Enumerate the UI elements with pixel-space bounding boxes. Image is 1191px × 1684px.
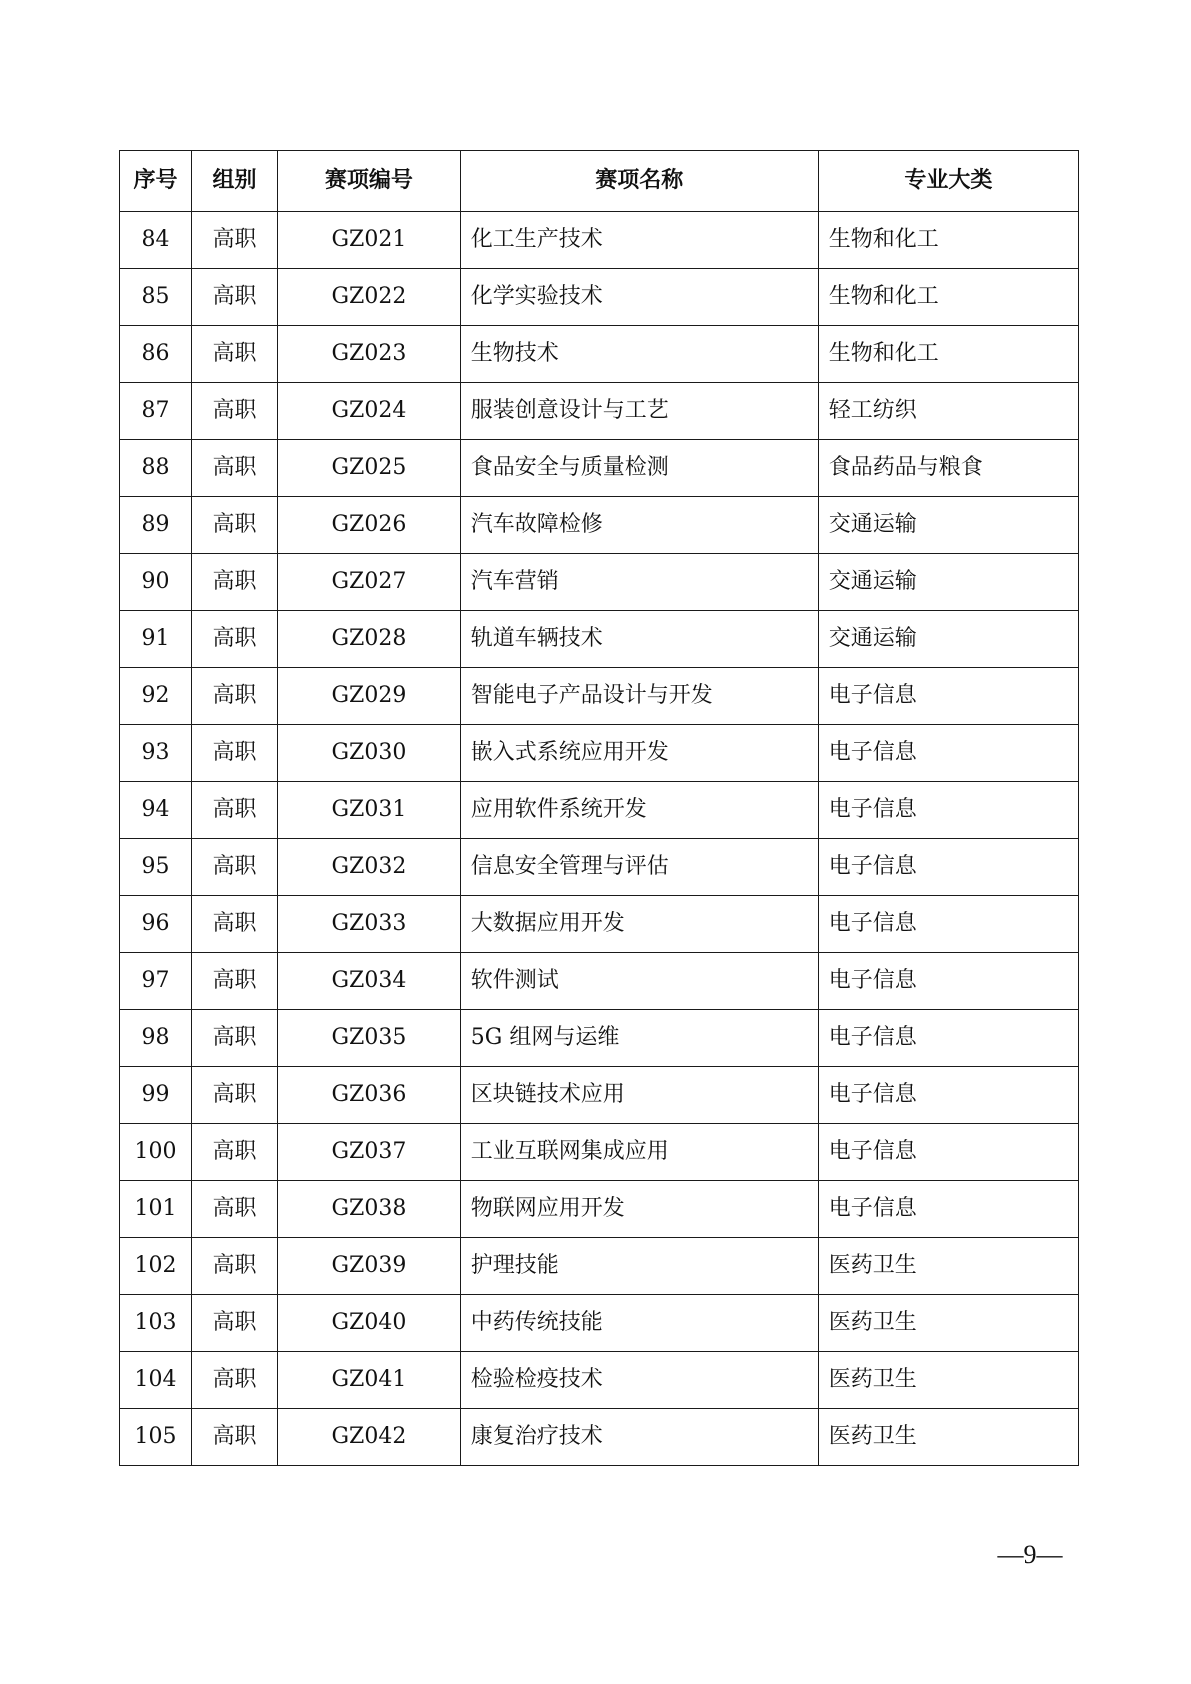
- table-row: [120, 326, 1079, 383]
- cell-group: 高职: [192, 725, 278, 782]
- table-row: [120, 1067, 1079, 1124]
- cell-num: 92: [120, 668, 192, 725]
- cell-group: 高职: [192, 1124, 278, 1181]
- table-row: [120, 953, 1079, 1010]
- cell-code: GZ023: [278, 326, 461, 383]
- table-row: [120, 782, 1079, 839]
- cell-group: 高职: [192, 1295, 278, 1352]
- cell-category: 电子信息: [818, 1124, 1078, 1181]
- cell-code: GZ021: [278, 212, 461, 269]
- cell-name: 轨道车辆技术: [460, 611, 818, 668]
- cell-category: 医药卫生: [818, 1409, 1078, 1466]
- table-header: [120, 151, 1079, 212]
- cell-num: 104: [120, 1352, 192, 1409]
- cell-num: 98: [120, 1010, 192, 1067]
- table-row: [120, 440, 1079, 497]
- cell-code: GZ039: [278, 1238, 461, 1295]
- cell-name: 检验检疫技术: [460, 1352, 818, 1409]
- cell-category: 电子信息: [818, 1181, 1078, 1238]
- cell-num: 84: [120, 212, 192, 269]
- cell-code: GZ026: [278, 497, 461, 554]
- table-row: [120, 1124, 1079, 1181]
- cell-category: 电子信息: [818, 782, 1078, 839]
- cell-category: 交通运输: [818, 497, 1078, 554]
- cell-group: 高职: [192, 1067, 278, 1124]
- table-row: [120, 383, 1079, 440]
- cell-num: 89: [120, 497, 192, 554]
- header-code: 赛项编号: [278, 151, 461, 212]
- cell-name: 工业互联网集成应用: [460, 1124, 818, 1181]
- cell-category: 电子信息: [818, 839, 1078, 896]
- cell-group: 高职: [192, 326, 278, 383]
- competition-table: [119, 150, 1079, 1466]
- cell-num: 90: [120, 554, 192, 611]
- table-row: [120, 1181, 1079, 1238]
- cell-code: GZ035: [278, 1010, 461, 1067]
- cell-group: 高职: [192, 1352, 278, 1409]
- cell-group: 高职: [192, 1238, 278, 1295]
- cell-category: 电子信息: [818, 668, 1078, 725]
- cell-name: 服装创意设计与工艺: [460, 383, 818, 440]
- cell-num: 99: [120, 1067, 192, 1124]
- cell-name: 信息安全管理与评估: [460, 839, 818, 896]
- cell-num: 93: [120, 725, 192, 782]
- table-row: [120, 668, 1079, 725]
- cell-code: GZ025: [278, 440, 461, 497]
- cell-name: 中药传统技能: [460, 1295, 818, 1352]
- cell-name: 5G 组网与运维: [460, 1010, 818, 1067]
- cell-name: 康复治疗技术: [460, 1409, 818, 1466]
- cell-code: GZ031: [278, 782, 461, 839]
- cell-category: 电子信息: [818, 725, 1078, 782]
- table-row: [120, 269, 1079, 326]
- cell-category: 交通运输: [818, 611, 1078, 668]
- cell-group: 高职: [192, 611, 278, 668]
- cell-code: GZ042: [278, 1409, 461, 1466]
- cell-category: 食品药品与粮食: [818, 440, 1078, 497]
- cell-group: 高职: [192, 1181, 278, 1238]
- header-group: 组别: [192, 151, 278, 212]
- cell-name: 嵌入式系统应用开发: [460, 725, 818, 782]
- cell-num: 87: [120, 383, 192, 440]
- cell-num: 85: [120, 269, 192, 326]
- cell-name: 食品安全与质量检测: [460, 440, 818, 497]
- cell-group: 高职: [192, 212, 278, 269]
- cell-code: GZ024: [278, 383, 461, 440]
- page-number: —9—: [997, 1540, 1063, 1569]
- table-row: [120, 839, 1079, 896]
- table-row: [120, 554, 1079, 611]
- cell-category: 生物和化工: [818, 326, 1078, 383]
- cell-group: 高职: [192, 782, 278, 839]
- cell-code: GZ038: [278, 1181, 461, 1238]
- cell-name: 大数据应用开发: [460, 896, 818, 953]
- cell-name: 汽车营销: [460, 554, 818, 611]
- cell-name: 护理技能: [460, 1238, 818, 1295]
- cell-name: 物联网应用开发: [460, 1181, 818, 1238]
- table-row: [120, 1238, 1079, 1295]
- cell-num: 95: [120, 839, 192, 896]
- cell-category: 轻工纺织: [818, 383, 1078, 440]
- cell-code: GZ032: [278, 839, 461, 896]
- cell-num: 94: [120, 782, 192, 839]
- cell-category: 电子信息: [818, 1067, 1078, 1124]
- cell-num: 105: [120, 1409, 192, 1466]
- cell-code: GZ028: [278, 611, 461, 668]
- cell-name: 生物技术: [460, 326, 818, 383]
- cell-code: GZ037: [278, 1124, 461, 1181]
- cell-category: 电子信息: [818, 896, 1078, 953]
- cell-name: 智能电子产品设计与开发: [460, 668, 818, 725]
- header-name: 赛项名称: [460, 151, 818, 212]
- header-row: [120, 151, 1079, 212]
- cell-category: 医药卫生: [818, 1295, 1078, 1352]
- cell-code: GZ036: [278, 1067, 461, 1124]
- cell-name: 化工生产技术: [460, 212, 818, 269]
- cell-group: 高职: [192, 1010, 278, 1067]
- header-category: 专业大类: [818, 151, 1078, 212]
- cell-num: 86: [120, 326, 192, 383]
- cell-name: 化学实验技术: [460, 269, 818, 326]
- cell-code: GZ034: [278, 953, 461, 1010]
- cell-group: 高职: [192, 383, 278, 440]
- cell-num: 91: [120, 611, 192, 668]
- cell-code: GZ040: [278, 1295, 461, 1352]
- header-num: 序号: [120, 151, 192, 212]
- cell-group: 高职: [192, 269, 278, 326]
- cell-group: 高职: [192, 497, 278, 554]
- cell-code: GZ041: [278, 1352, 461, 1409]
- cell-group: 高职: [192, 896, 278, 953]
- cell-code: GZ027: [278, 554, 461, 611]
- cell-category: 电子信息: [818, 1010, 1078, 1067]
- table-row: [120, 1010, 1079, 1067]
- cell-num: 100: [120, 1124, 192, 1181]
- cell-category: 医药卫生: [818, 1352, 1078, 1409]
- cell-num: 88: [120, 440, 192, 497]
- cell-group: 高职: [192, 1409, 278, 1466]
- cell-category: 生物和化工: [818, 269, 1078, 326]
- cell-code: GZ030: [278, 725, 461, 782]
- cell-num: 103: [120, 1295, 192, 1352]
- table-row: [120, 1295, 1079, 1352]
- cell-group: 高职: [192, 440, 278, 497]
- cell-group: 高职: [192, 839, 278, 896]
- table-row: [120, 611, 1079, 668]
- table-row: [120, 497, 1079, 554]
- cell-category: 生物和化工: [818, 212, 1078, 269]
- cell-num: 96: [120, 896, 192, 953]
- cell-name: 区块链技术应用: [460, 1067, 818, 1124]
- table-row: [120, 212, 1079, 269]
- cell-num: 101: [120, 1181, 192, 1238]
- cell-code: GZ033: [278, 896, 461, 953]
- table-row: [120, 896, 1079, 953]
- table-row: [120, 725, 1079, 782]
- cell-name: 汽车故障检修: [460, 497, 818, 554]
- cell-group: 高职: [192, 668, 278, 725]
- cell-code: GZ022: [278, 269, 461, 326]
- cell-code: GZ029: [278, 668, 461, 725]
- table-row: [120, 1409, 1079, 1466]
- cell-name: 应用软件系统开发: [460, 782, 818, 839]
- table-body: [120, 212, 1079, 1466]
- cell-num: 102: [120, 1238, 192, 1295]
- table-row: [120, 1352, 1079, 1409]
- cell-group: 高职: [192, 953, 278, 1010]
- cell-category: 交通运输: [818, 554, 1078, 611]
- cell-category: 电子信息: [818, 953, 1078, 1010]
- cell-group: 高职: [192, 554, 278, 611]
- cell-name: 软件测试: [460, 953, 818, 1010]
- cell-category: 医药卫生: [818, 1238, 1078, 1295]
- cell-num: 97: [120, 953, 192, 1010]
